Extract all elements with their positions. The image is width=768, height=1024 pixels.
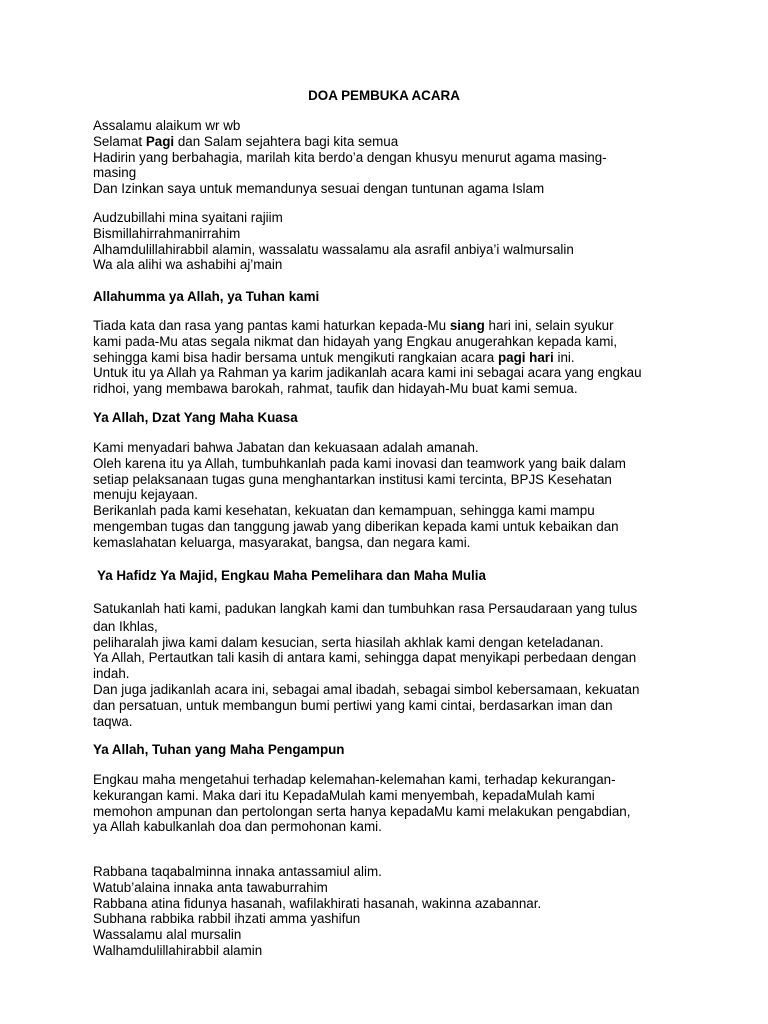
text-line: Audzubillahi mina syaitani rajiim xyxy=(93,210,283,225)
section-paragraph xyxy=(93,440,683,551)
section-heading: Ya Allah, Tuhan yang Maha Pengampun xyxy=(93,742,345,757)
text-line: Walhamdulillahirabbil alamin xyxy=(93,942,263,958)
text-line: Satukanlah hati kami, padukan langkah kami dan tumbuhkan rasa Persaudaraan yang tulus xyxy=(93,601,638,616)
bold-text: Pagi xyxy=(145,133,175,149)
text-line: Alhamdulillahirabbil alamin, wassalatu wassalamu ala asrafil anbiya’i walmursalin xyxy=(93,241,574,257)
section-paragraph xyxy=(93,318,683,397)
text-line: Oleh karena itu ya Allah, tumbuhkanlah pada kami inovasi dan teamwork yang baik dalam xyxy=(93,455,626,471)
bold-text: siang xyxy=(449,318,485,333)
text-line: Dan Izinkan saya untuk memandunya sesuai dengan tuntunan agama Islam xyxy=(93,181,545,197)
opening-paragraph xyxy=(93,210,683,273)
text-line: Hadirin yang berbahagia, marilah kita berdo’a dengan khusyu menurut agama masing- xyxy=(93,149,607,165)
section-paragraph xyxy=(93,601,683,729)
section-paragraph xyxy=(93,772,683,835)
text-line: peliharalah jiwa kami dalam kesucian, serta hiasilah akhlak kami dengan keteladanan. xyxy=(93,634,604,650)
text-line: Ya Allah, Pertautkan tali kasih di antara kami, sehingga dapat menyikapi perbedaan dengan xyxy=(93,650,637,666)
text-line: kekurangan kami. Maka dari itu KepadaMulah kami menyembah, kepadaMulah kami xyxy=(93,787,595,803)
section-heading: Ya Hafidz Ya Majid, Engkau Maha Pemelihara dan Maha Mulia xyxy=(97,568,486,583)
document-title: DOA PEMBUKA ACARA xyxy=(308,88,460,103)
text-line: Berikanlah pada kami kesehatan, kekuatan dan kemampuan, sehingga kami mampu xyxy=(93,503,595,519)
text-line: ridhoi, yang membawa barokah, rahmat, taufik dan hidayah-Mu buat kami semua. xyxy=(93,381,578,397)
text-line xyxy=(93,134,683,150)
text-span: hari ini, selain syukur xyxy=(484,318,614,333)
section-heading: Ya Allah, Dzat Yang Maha Kuasa xyxy=(93,410,298,425)
text-line: mengemban tugas dan tanggung jawab yang diberikan kepada kami untuk kebaikan dan xyxy=(93,518,619,534)
section-heading: Allahumma ya Allah, ya Tuhan kami xyxy=(93,289,320,304)
text-span: Selamat xyxy=(93,133,146,149)
text-line: menuju kejayaan. xyxy=(93,487,198,503)
text-line: masing xyxy=(93,165,137,181)
text-line: Rabbana taqabalminna innaka antassamiul alim. xyxy=(93,864,382,879)
bold-text: pagi hari xyxy=(497,349,554,365)
closing-paragraph xyxy=(93,864,683,959)
text-line xyxy=(93,318,683,334)
text-span: dan Salam sejahtera bagi kita semua xyxy=(174,133,399,149)
text-line: Bismillahirrahmanirrahim xyxy=(93,225,241,241)
text-line: dan Ikhlas, xyxy=(93,618,158,634)
text-line: ya Allah kabulkanlah doa dan permohonan kami. xyxy=(93,819,382,835)
text-line: kemaslahatan keluarga, masyarakat, bangsa, dan negara kami. xyxy=(93,534,471,550)
text-line: Kami menyadari bahwa Jabatan dan kekuasaan adalah amanah. xyxy=(93,440,479,455)
text-line: kami pada-Mu atas segala nikmat dan hidayah yang Engkau anugerahkan kepada kami, xyxy=(93,333,618,349)
text-line: memohon ampunan dan pertolongan serta hanya kepadaMu kami melakukan pengabdian, xyxy=(93,803,631,819)
text-span: sehingga kami bisa hadir bersama untuk mengikuti rangkaian acara xyxy=(93,349,498,365)
text-line: setiap pelaksanaan tugas guna menghantarkan institusi kami tercinta, BPJS Kesehatan xyxy=(93,471,612,487)
text-line: dan persatuan, untuk membangun bumi pertiwi yang kami cintai, berdasarkan iman dan xyxy=(93,697,613,713)
text-line: Watub’alaina innaka anta tawaburrahim xyxy=(93,879,328,895)
text-line: Subhana rabbika rabbil ihzati amma yashifun xyxy=(93,911,361,927)
text-line: Rabbana atina fidunya hasanah, wafilakhirati hasanah, wakinna azabannar. xyxy=(93,895,542,911)
intro-paragraph xyxy=(93,118,683,197)
text-line: Engkau maha mengetahui terhadap kelemahan-kelemahan kami, terhadap kekurangan- xyxy=(93,772,616,787)
text-line: Untuk itu ya Allah ya Rahman ya karim jadikanlah acara kami ini sebagai acara yang engkau xyxy=(93,365,642,381)
text-line: Wassalamu alal mursalin xyxy=(93,927,242,943)
text-line: Dan juga jadikanlah acara ini, sebagai amal ibadah, sebagai simbol kebersamaan, kekuatan xyxy=(93,681,640,697)
text-span: ini. xyxy=(553,349,575,365)
text-line: indah. xyxy=(93,666,130,682)
text-line: Assalamu alaikum wr wb xyxy=(93,118,241,133)
text-line xyxy=(93,350,683,366)
text-line: Wa ala alihi wa ashabihi aj’main xyxy=(93,257,283,273)
text-line: taqwa. xyxy=(93,713,133,729)
text-span: Tiada kata dan rasa yang pantas kami haturkan kepada-Mu xyxy=(93,318,450,333)
